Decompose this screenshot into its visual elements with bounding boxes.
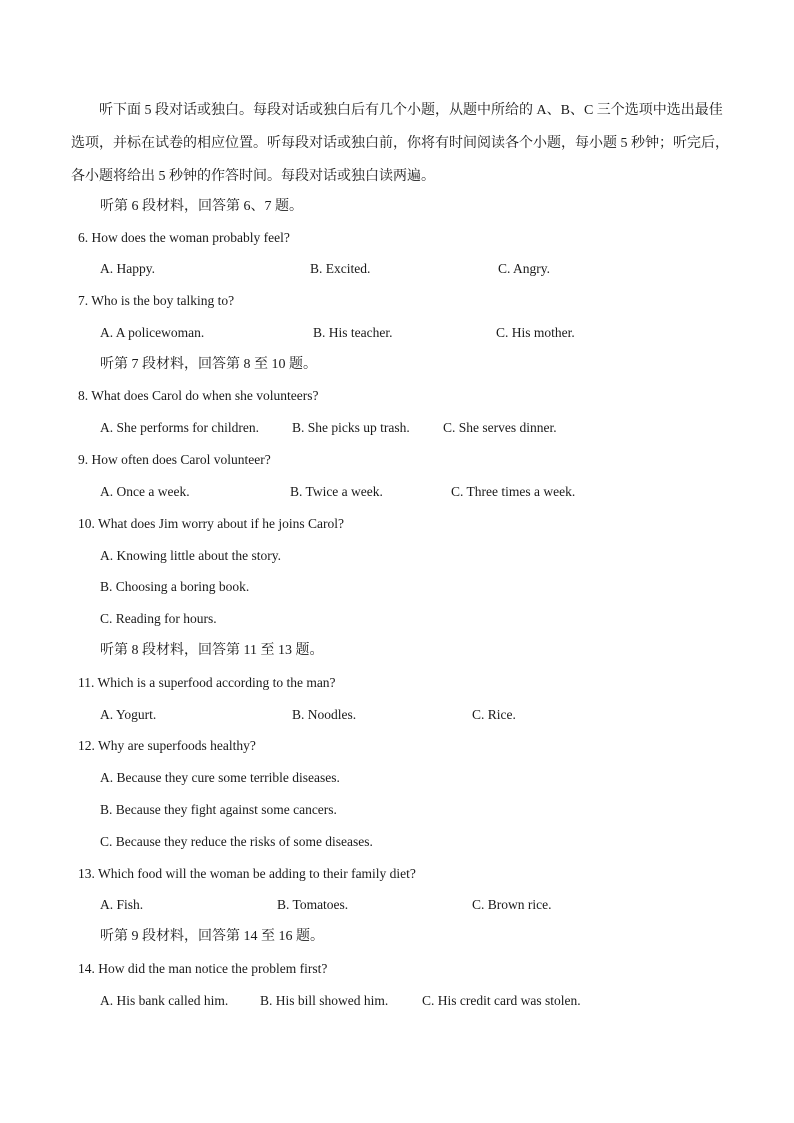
question-8: 8. What does Carol do when she volunteers?: [78, 388, 319, 403]
section-header: 听第 9 段材料，回答第 14 至 16 题。: [100, 929, 324, 944]
question-6: 6. How does the woman probably feel?: [78, 230, 290, 245]
option-10c[interactable]: C. Reading for hours.: [100, 611, 217, 626]
section-header: 听第 6 段材料，回答第 6、7 题。: [100, 199, 303, 214]
option-14a[interactable]: A. His bank called him.: [100, 993, 229, 1008]
option-14b[interactable]: B. His bill showed him.: [260, 993, 389, 1008]
option-8c[interactable]: C. She serves dinner.: [443, 420, 557, 435]
question-13: 13. Which food will the woman be adding to their family diet?: [78, 866, 416, 881]
option-13a[interactable]: A. Fish.: [100, 897, 144, 912]
option-11a[interactable]: A. Yogurt.: [100, 707, 157, 722]
option-7b[interactable]: B. His teacher.: [313, 325, 393, 340]
section-header: 听第 8 段材料，回答第 11 至 13 题。: [100, 643, 324, 658]
option-9c[interactable]: C. Three times a week.: [451, 484, 576, 499]
option-6c[interactable]: C. Angry.: [498, 261, 551, 276]
section-header: 听第 7 段材料，回答第 8 至 10 题。: [100, 357, 317, 372]
option-7a[interactable]: A. A policewoman.: [100, 325, 205, 340]
option-6a[interactable]: A. Happy.: [100, 261, 155, 276]
question-11: 11. Which is a superfood according to the man?: [78, 675, 336, 690]
option-12a[interactable]: A. Because they cure some terrible diseases.: [100, 770, 340, 785]
option-6b[interactable]: B. Excited.: [310, 261, 371, 276]
option-11b[interactable]: B. Noodles.: [292, 707, 357, 722]
option-8b[interactable]: B. She picks up trash.: [292, 420, 410, 435]
option-14c[interactable]: C. His credit card was stolen.: [422, 993, 581, 1008]
option-13c[interactable]: C. Brown rice.: [472, 897, 552, 912]
option-9a[interactable]: A. Once a week.: [100, 484, 190, 499]
option-13b[interactable]: B. Tomatoes.: [277, 897, 349, 912]
option-11c[interactable]: C. Rice.: [472, 707, 516, 722]
option-10b[interactable]: B. Choosing a boring book.: [100, 579, 250, 594]
option-8a[interactable]: A. She performs for children.: [100, 420, 259, 435]
option-9b[interactable]: B. Twice a week.: [290, 484, 383, 499]
question-14: 14. How did the man notice the problem first?: [78, 961, 328, 976]
option-12c[interactable]: C. Because they reduce the risks of some diseases.: [100, 834, 373, 849]
option-10a[interactable]: A. Knowing little about the story.: [100, 548, 281, 563]
option-7c[interactable]: C. His mother.: [496, 325, 575, 340]
question-9: 9. How often does Carol volunteer?: [78, 452, 271, 467]
question-10: 10. What does Jim worry about if he joins Carol?: [78, 516, 344, 531]
option-12b[interactable]: B. Because they fight against some cancers.: [100, 802, 337, 817]
section-instructions: 听下面 5 段对话或独白。每段对话或独白后有几个小题，从题中所给的 A、B、C 三个选项中选出最佳选项，并标在试卷的相应位置。听每段对话或独白前，你将有时间阅读各个小题，每小题 5 秒钟；听完后，各小题将给出 5 秒钟的作答时间。每段对话或独白读两遍。: [71, 103, 729, 184]
question-7: 7. Who is the boy talking to?: [78, 293, 235, 308]
question-12: 12. Why are superfoods healthy?: [78, 738, 256, 753]
